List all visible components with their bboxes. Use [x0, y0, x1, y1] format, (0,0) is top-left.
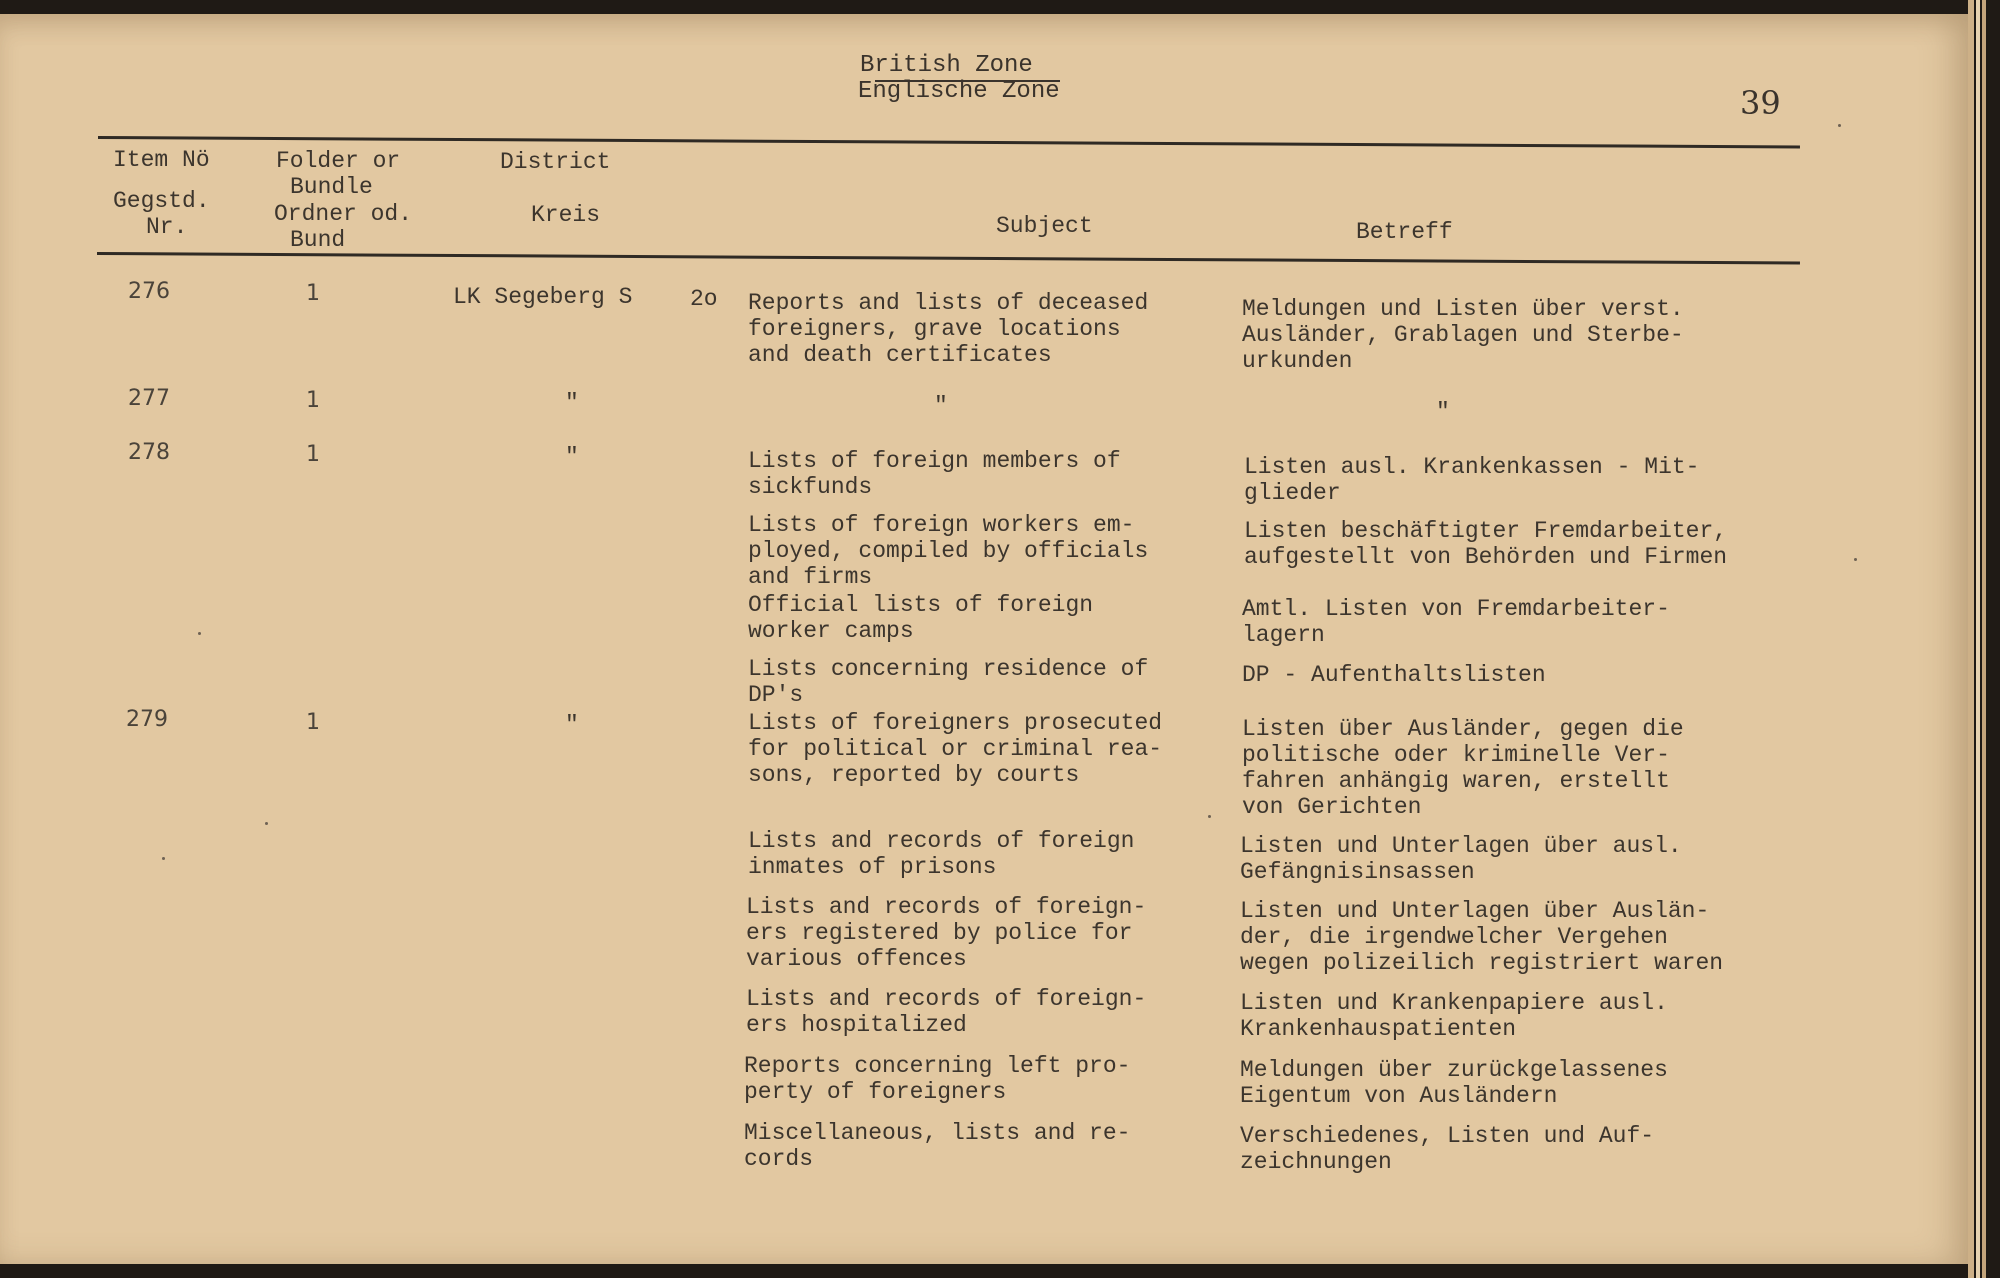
- subject-text: Reports concerning left pro- perty of foreigners: [744, 1053, 1131, 1105]
- paper-speck: [1838, 124, 1841, 127]
- subject-text: Lists and records of foreign- ers registered by police for various offences: [746, 894, 1147, 972]
- subject-text: Lists of foreign members of sickfunds: [748, 448, 1121, 500]
- col-header-item-nr: Nr.: [146, 214, 188, 240]
- item-number: 276: [128, 279, 170, 304]
- subject-text: Reports and lists of deceased foreigners, grave locations and death certificates: [748, 290, 1149, 368]
- betreff-text: DP - Aufenthaltslisten: [1242, 662, 1546, 688]
- subject-text: Lists and records of foreign inmates of prisons: [748, 828, 1135, 880]
- col-header-subject: Subject: [996, 213, 1093, 239]
- betreff-text: Meldungen über zurückgelassenes Eigentum von Ausländern: [1240, 1057, 1668, 1109]
- paper-speck: [1208, 815, 1211, 818]
- district-ref: 2o: [690, 286, 718, 312]
- col-header-district: District: [500, 149, 611, 175]
- page-edge: [1968, 0, 1974, 1278]
- folder-count: 1: [306, 388, 320, 413]
- col-header-bund: Bund: [290, 227, 346, 253]
- subject-text: Official lists of foreign worker camps: [748, 592, 1094, 644]
- col-header-betreff: Betreff: [1356, 219, 1453, 245]
- subject-text: Lists concerning residence of DP's: [748, 656, 1149, 708]
- page-edge: [1976, 0, 1980, 1278]
- zone-title-german: Englische Zone: [858, 78, 1060, 105]
- zone-title-english: British Zone: [860, 52, 1033, 79]
- col-header-kreis: Kreis: [531, 202, 601, 228]
- district-ditto: ": [565, 712, 579, 738]
- col-header-folder-de: Ordner od.: [274, 201, 413, 227]
- subject-text: Lists and records of foreign- ers hospitalized: [746, 986, 1147, 1038]
- paper-speck: [1854, 558, 1857, 561]
- col-header-bundle: Bundle: [290, 174, 373, 200]
- district-ditto: ": [565, 390, 579, 416]
- betreff-ditto: ": [1436, 399, 1450, 425]
- subject-ditto: ": [934, 393, 948, 419]
- subject-text: Lists of foreigners prosecuted for political or criminal rea- sons, reported by courts: [748, 710, 1163, 788]
- page-number: 39: [1740, 84, 1781, 122]
- item-number: 278: [128, 440, 170, 465]
- betreff-text: Listen beschäftigter Fremdarbeiter, aufgestellt von Behörden und Firmen: [1244, 518, 1728, 570]
- folder-count: 1: [306, 281, 320, 306]
- betreff-text: Listen ausl. Krankenkassen - Mit- glieder: [1244, 454, 1700, 506]
- betreff-text: Meldungen und Listen über verst. Ausländer, Grablagen und Sterbe- urkunden: [1242, 296, 1684, 374]
- subject-text: Miscellaneous, lists and re- cords: [744, 1120, 1131, 1172]
- folder-count: 1: [306, 710, 320, 735]
- paper-speck: [265, 822, 268, 825]
- district-ditto: ": [565, 444, 579, 470]
- item-number: 277: [128, 386, 170, 411]
- paper-speck: [162, 857, 165, 860]
- col-header-folder-en: Folder or: [276, 148, 401, 174]
- betreff-text: Listen und Krankenpapiere ausl. Krankenhauspatienten: [1240, 990, 1668, 1042]
- betreff-text: Listen und Unterlagen über Auslän- der, die irgendwelcher Vergehen wegen polizeilich registriert waren: [1240, 898, 1724, 976]
- betreff-text: Listen über Ausländer, gegen die politische oder kriminelle Ver- fahren anhängig waren, erstellt von Gerichten: [1242, 716, 1684, 820]
- subject-text: Lists of foreign workers em- ployed, compiled by officials and firms: [748, 512, 1149, 590]
- betreff-text: Verschiedenes, Listen und Auf- zeichnungen: [1240, 1123, 1655, 1175]
- page-edge: [1982, 0, 1986, 1278]
- item-number: 279: [126, 707, 168, 732]
- col-header-item-en: Item Nö: [113, 147, 210, 173]
- paper-speck: [198, 632, 201, 635]
- col-header-item-de: Gegstd.: [113, 188, 210, 214]
- betreff-text: Amtl. Listen von Fremdarbeiter- lagern: [1242, 596, 1670, 648]
- district: LK Segeberg S: [453, 284, 633, 310]
- betreff-text: Listen und Unterlagen über ausl. Gefängnisinsassen: [1240, 833, 1682, 885]
- folder-count: 1: [306, 442, 320, 467]
